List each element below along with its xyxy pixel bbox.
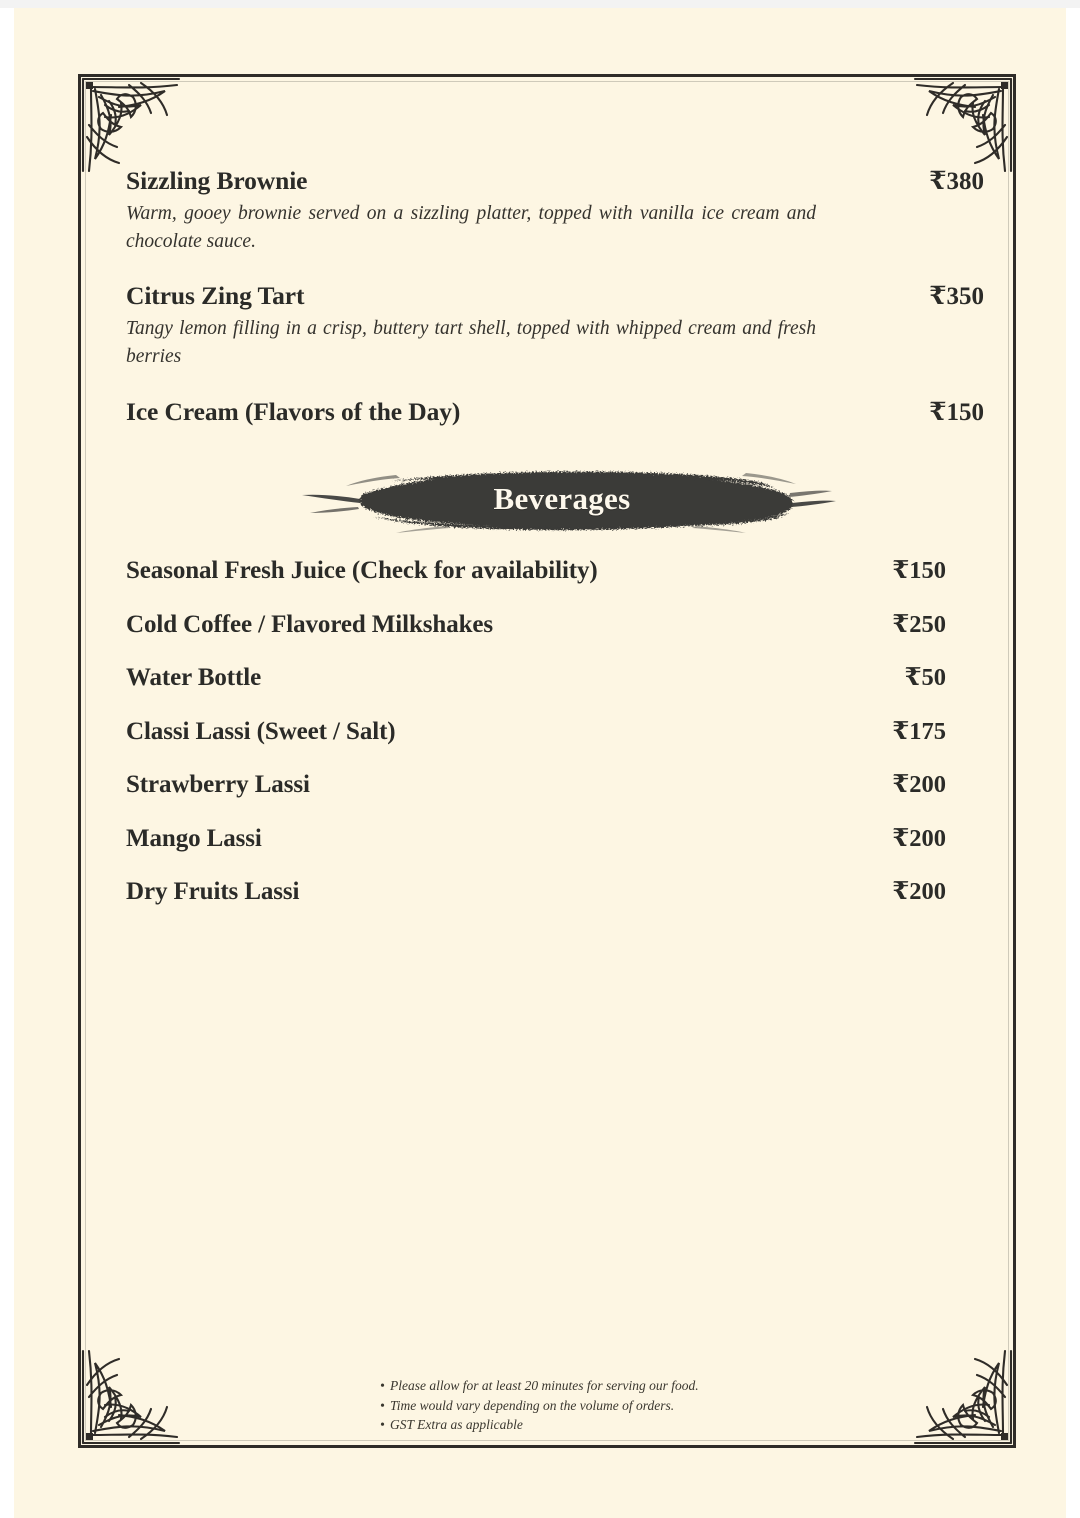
menu-item	[126, 166, 984, 255]
menu-item	[126, 769, 946, 823]
menu-item-name: Citrus Zing Tart	[126, 281, 305, 311]
menu-item	[126, 281, 984, 370]
menu-item-price: ₹200	[892, 771, 946, 798]
menu-item	[126, 876, 946, 930]
menu-item-price: ₹380	[929, 168, 984, 195]
menu-item-price: ₹175	[892, 717, 946, 745]
menu-item-price: ₹200	[892, 824, 946, 852]
menu-item	[126, 716, 946, 770]
menu-item-price: ₹150	[892, 557, 946, 584]
menu-item-description: Tangy lemon filling in a crisp, buttery tart shell, topped with whipped cream and fresh berries	[126, 318, 816, 368]
section-title: Beverages	[493, 481, 631, 516]
footer-note	[380, 1415, 800, 1435]
beverage-items-list	[126, 555, 946, 930]
dessert-items-list	[126, 166, 984, 427]
menu-item-price: ₹200	[892, 878, 946, 905]
menu-item-header	[126, 397, 984, 427]
bullet-icon: •	[380, 1397, 385, 1413]
menu-page	[14, 8, 1066, 1518]
footer-note	[380, 1396, 800, 1416]
footer-note	[380, 1376, 800, 1396]
menu-item-name: Classi Lassi (Sweet / Salt)	[126, 717, 396, 745]
menu-item-description: Warm, gooey brownie served on a sizzling platter, topped with vanilla ice cream and chocolate sauce.	[126, 203, 816, 252]
menu-item-header	[126, 166, 984, 196]
footer-note-text: Please allow for at least 20 minutes for serving our food.	[390, 1378, 699, 1393]
top-white-strip	[0, 0, 1080, 8]
corner-ornament-icon	[79, 1345, 187, 1447]
menu-item-price: ₹350	[929, 283, 984, 311]
corner-ornament-icon	[79, 75, 187, 177]
menu-item-name: Sizzling Brownie	[126, 166, 308, 195]
menu-item	[126, 662, 946, 716]
menu-item	[126, 823, 946, 877]
bullet-icon: •	[380, 1378, 385, 1393]
menu-item	[126, 609, 946, 663]
footer-note-text: Time would vary depending on the volume of orders.	[390, 1397, 675, 1413]
menu-item-name: Ice Cream (Flavors of the Day)	[126, 396, 461, 426]
menu-item-header	[126, 281, 984, 311]
menu-item	[126, 555, 946, 609]
menu-item-name: Dry Fruits Lassi	[126, 878, 300, 905]
menu-item-price: ₹50	[904, 664, 946, 691]
menu-item-name: Water Bottle	[126, 664, 262, 691]
corner-ornament-icon	[907, 75, 1015, 177]
corner-ornament-icon	[907, 1345, 1015, 1447]
menu-item-price: ₹250	[892, 610, 946, 638]
menu-item-price: ₹150	[929, 398, 984, 426]
bullet-icon: •	[380, 1417, 385, 1433]
footer-note-text: GST Extra as applicable	[390, 1417, 523, 1433]
menu-item-name: Cold Coffee / Flavored Milkshakes	[126, 610, 494, 638]
section-header-beverages	[126, 463, 984, 545]
menu-item-name: Seasonal Fresh Juice (Check for availability)	[126, 557, 598, 584]
menu-item-name: Strawberry Lassi	[126, 771, 310, 798]
menu-item	[126, 397, 984, 427]
footer-notes	[380, 1376, 800, 1435]
menu-item-name: Mango Lassi	[126, 824, 262, 852]
